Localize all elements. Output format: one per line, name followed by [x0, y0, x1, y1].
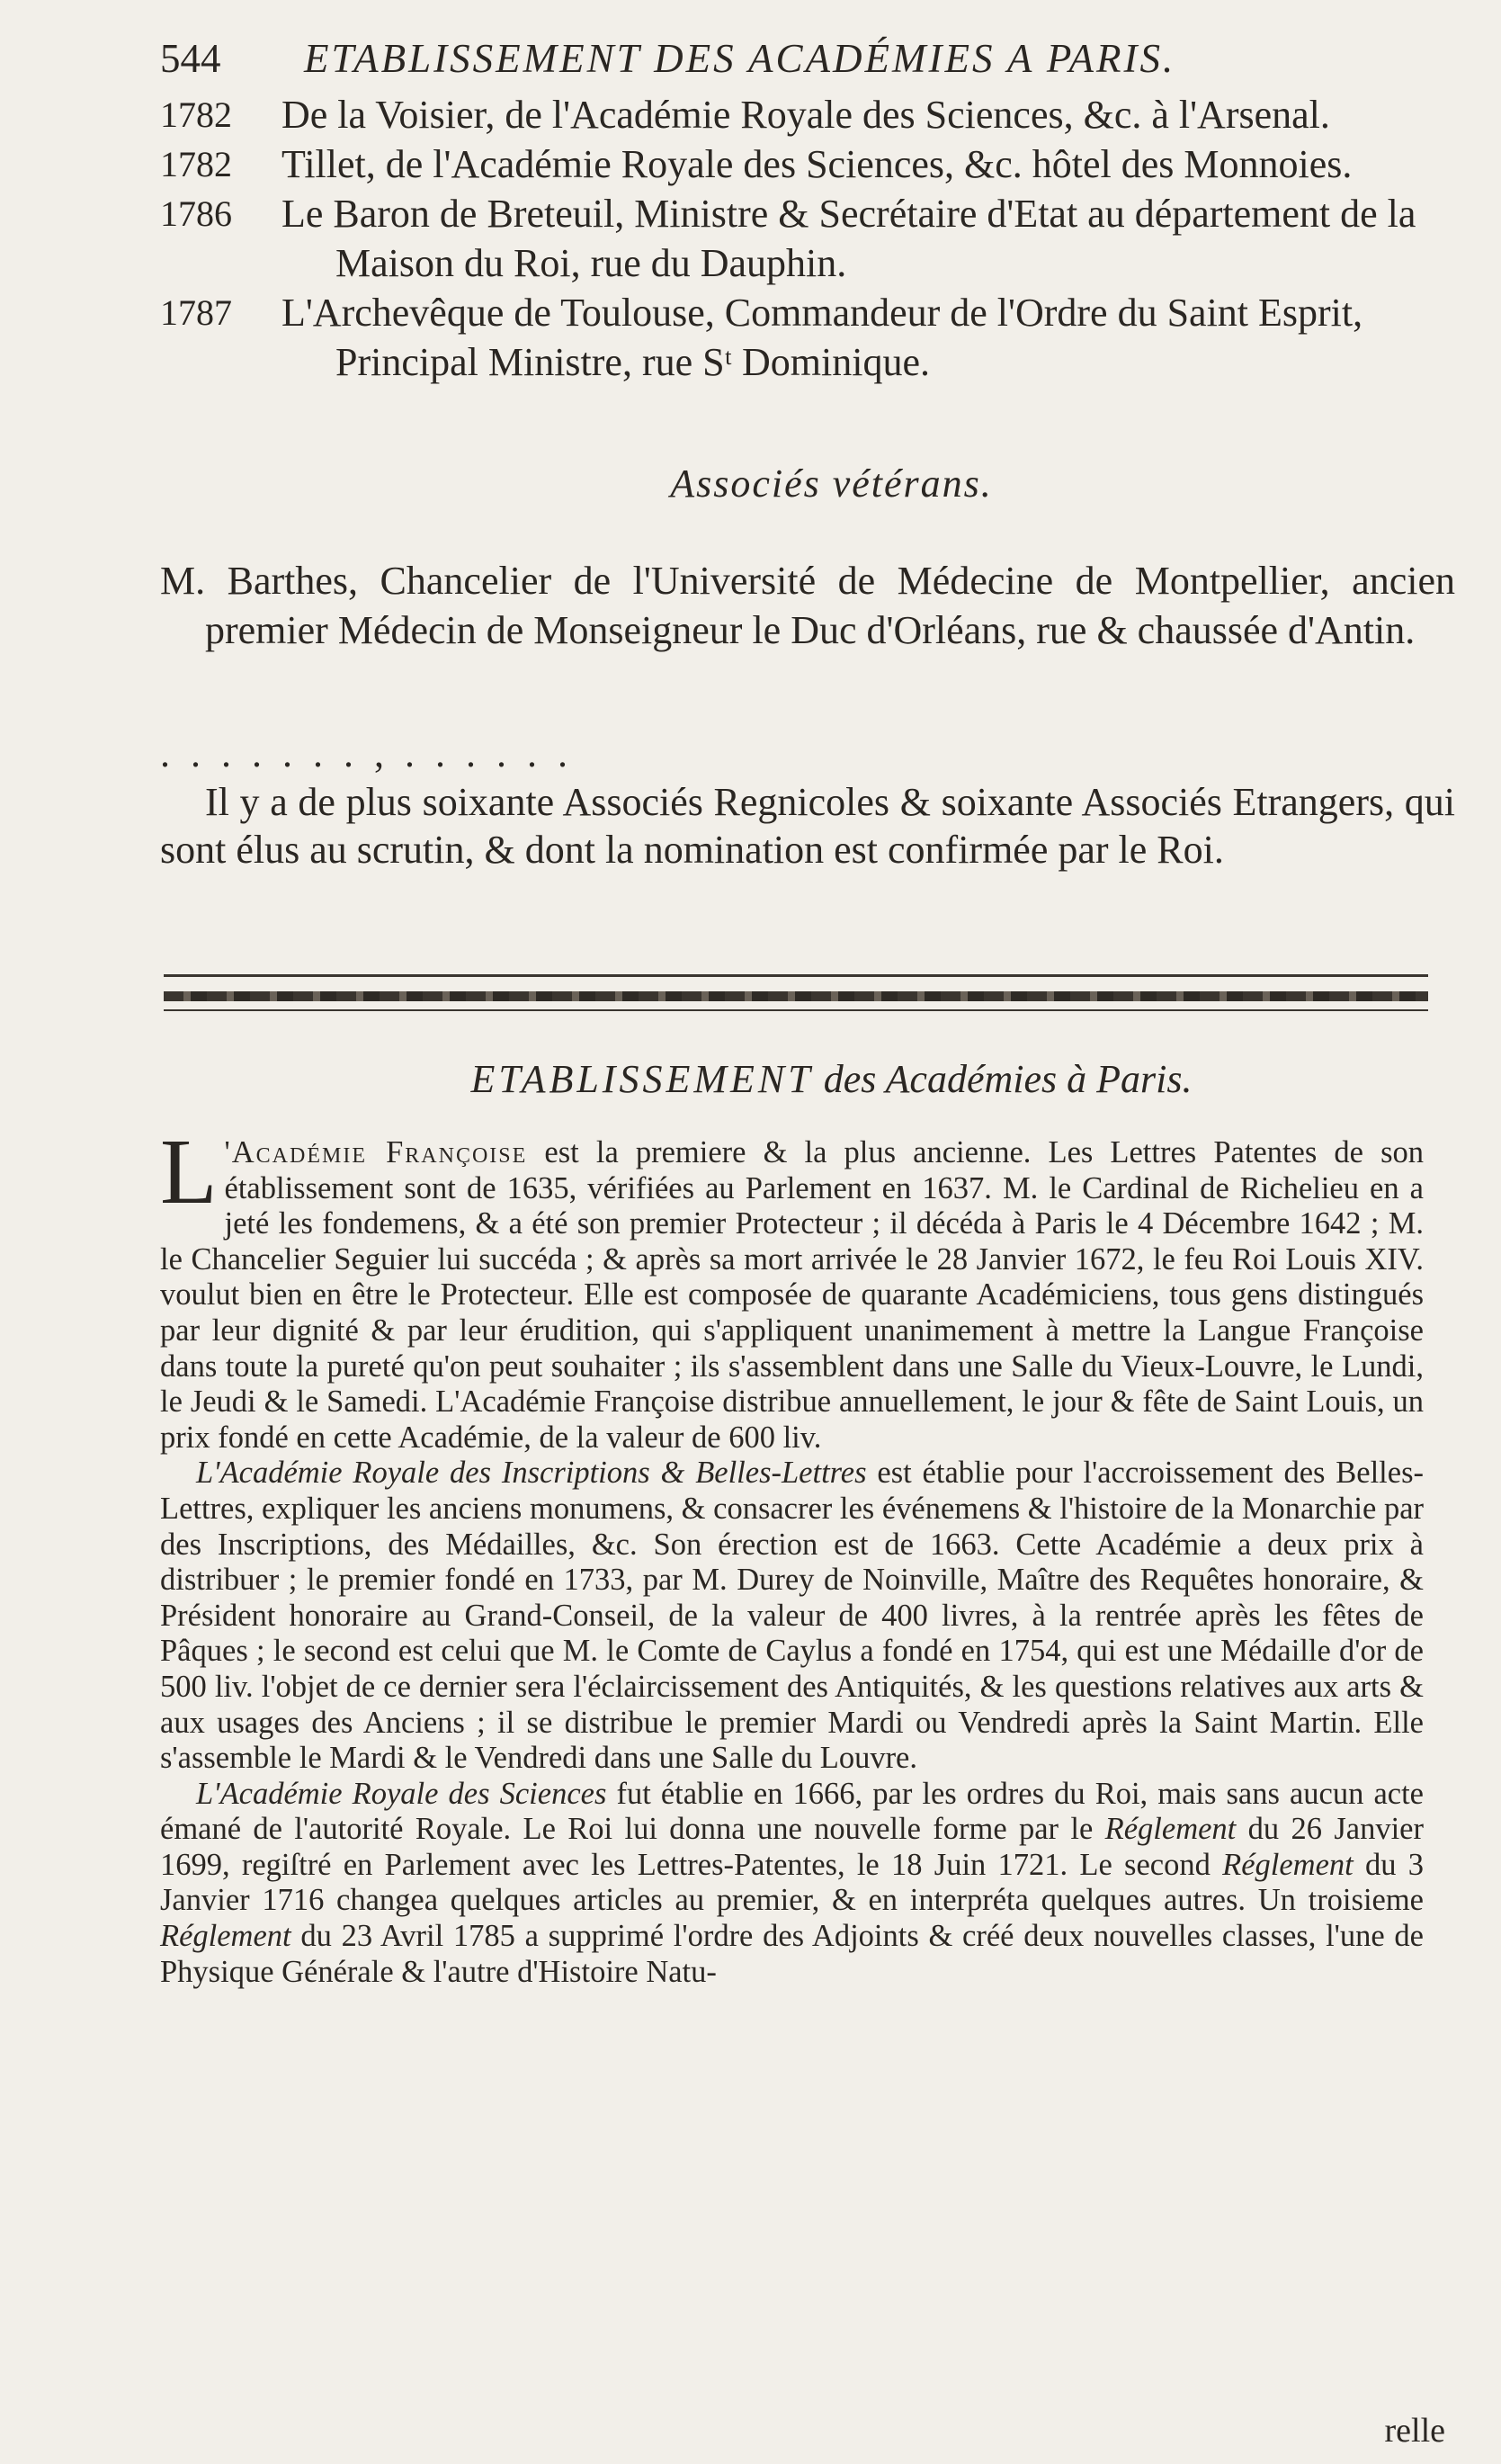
entry-text: Tillet, de l'Académie Royale des Sciences, &c. hôtel des Monnoies.	[281, 142, 1353, 186]
paragraph-lead: L'Académie Royale des Sciences	[196, 1776, 607, 1811]
paragraph-text: du 26 Janvier 1699, regiſtré en Parlement avec les Lettres-Patentes, le 18 Juin 1721. Le second	[160, 1812, 1424, 1882]
member-entry	[160, 288, 1455, 387]
member-entry	[160, 189, 1455, 288]
paragraph-academie-francoise	[160, 1120, 1425, 1456]
paragraph-italic: Réglement	[1222, 1847, 1354, 1882]
running-title: ETABLISSEMENT DES ACADÉMIES A PARIS.	[304, 36, 1176, 81]
paragraph-lead: 'Académie Françoise	[224, 1135, 528, 1169]
paragraph-text: du 23 Avril 1785 a supprimé l'ordre des Adjoints & créé deux nouvelles classes, l'une de Physique Générale & l'autre d'Histoire Natu-	[160, 1919, 1424, 1989]
associes-note: Il y a de plus soixante Associés Regnicoles & soixante Associés Etrangers, qui sont élus au scrutin, & dont la nomination est confirmée par le Roi.	[160, 780, 1455, 872]
section-title-rest: des Académies à Paris.	[823, 1057, 1193, 1101]
entry-year: 1786	[160, 193, 232, 234]
paragraph-text: fut établie en 1666, par les ordres du Roi, mais sans aucun acte émané de l'autorité Royale. Le Roi lui donna une nouvelle forme par le	[160, 1776, 1424, 1847]
paragraph-text: du 3 Janvier 1716 changea quelques articles au premier, & en interpréta quelques autres. Un troisieme	[160, 1847, 1424, 1918]
member-entry	[160, 139, 1455, 189]
entry-year: 1787	[160, 292, 232, 333]
catchword: relle	[1384, 2412, 1445, 2450]
drop-cap: L	[160, 1120, 218, 1223]
paragraph-italic: Réglement	[160, 1919, 291, 1954]
entry-year: 1782	[160, 94, 232, 135]
ornamental-rule	[164, 991, 1428, 1001]
member-entry	[160, 90, 1455, 139]
paragraph-inscriptions	[160, 1456, 1424, 1776]
members-list	[160, 90, 1455, 387]
paragraph-sciences	[160, 1777, 1424, 1991]
barthes-entry: M. Barthes, Chancelier de l'Université de Médecine de Montpellier, ancien premier Médecin de Monseigneur le Duc d'Orléans, rue & chaussée d'Antin.	[160, 559, 1455, 652]
entry-year: 1782	[160, 144, 232, 184]
body-text	[160, 1120, 1425, 1990]
paragraph-italic: Réglement	[1104, 1812, 1237, 1847]
paragraph-text: est établie pour l'accroissement des Belles-Lettres, expliquer les anciens monumens, & consacrer les événemens & l'histoire de la Monarchie par des Inscriptions, des Médailles, &c. Son érection est de 1663. Cette Académie a deux prix à distribuer ; le premier fondé en 1733, par M. Durey de Noinville, Maître des Requêtes honoraire, & Président honoraire au Grand-Conseil, de la valeur de 400 livres, à la rentrée après les fêtes de Pâques ; le second est celui que M. le Comte de Caylus a fondé en 1754, qui est une Médaille d'or de 500 liv. l'objet de ce dernier sera l'éclaircissement des Antiquités, & les questions relatives aux arts & aux usages des Anciens ; il se distribue le premier Mardi ou Vendredi après la Saint Martin. Elle s'assemble le Mardi & le Vendredi dans une Salle du Louvre.	[160, 1456, 1424, 1776]
paragraph-text: est la premiere & la plus ancienne. Les Lettres Patentes de son établissement sont de 1635, vérifiées au Parlement en 1637. M. le Cardinal de Richelieu en a jeté les fondemens, & a été son premier Protecteur ; il décéda à Paris le 4 Décembre 1642 ; M. le Chancelier Seguier lui succéda ; & après sa mort arrivée le 28 Janvier 1672, le feu Roi Louis XIV. voulut bien en être le Protecteur. Elle est composée de quarante Académiciens, tous gens distingués par leur dignité & par leur érudition, qui s'appliquent unanimement à mettre la Langue Françoise dans toute la pureté qu'on peut souhaiter ; ils s'assemblent dans une Salle du Vieux-Louvre, le Lundi, le Jeudi & le Samedi. L'Académie Françoise distribue annuellement, le jour & fête de Saint Louis, un prix fondé en cette Académie, de la valeur de 600 liv.	[160, 1135, 1425, 1455]
associes-veterans-heading: Associés vétérans.	[670, 461, 993, 506]
divider-rule	[164, 974, 1428, 977]
section-title-caps: ETABLISSEMENT	[470, 1057, 814, 1101]
running-header	[160, 27, 1455, 90]
entry-text: L'Archevêque de Toulouse, Commandeur de l'Ordre du Saint Esprit, Principal Ministre, rue Sᵗ Dominique.	[281, 291, 1363, 384]
paragraph-lead: L'Académie Royale des Inscriptions & Belles-Lettres	[196, 1456, 867, 1491]
ellipsis-line: . . . . . . . , . . . . . .	[160, 731, 573, 775]
entry-text: De la Voisier, de l'Académie Royale des Sciences, &c. à l'Arsenal.	[281, 93, 1330, 137]
entry-text: Le Baron de Breteuil, Ministre & Secrétaire d'Etat au département de la Maison du Roi, rue du Dauphin.	[281, 192, 1416, 285]
divider-rule	[164, 1009, 1428, 1011]
page-number: 544	[160, 36, 221, 81]
section-title	[0, 1053, 1501, 1107]
